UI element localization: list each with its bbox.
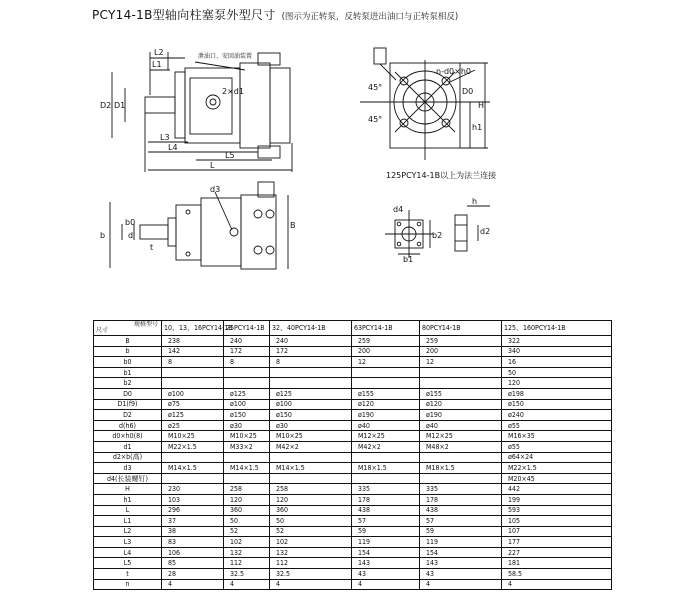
value-cell: 37 — [162, 516, 224, 527]
table-row — [94, 494, 612, 505]
model-header: 80PCY14-1B — [420, 321, 502, 336]
param-cell: L4 — [94, 547, 162, 558]
value-cell: 200 — [352, 346, 420, 357]
value-cell: 154 — [420, 547, 502, 558]
front-view — [360, 48, 490, 160]
value-cell — [420, 473, 502, 484]
svg-text:H: H — [478, 101, 485, 110]
value-cell: 172 — [224, 346, 270, 357]
value-cell — [162, 473, 224, 484]
value-cell: M12×25 — [352, 431, 420, 442]
value-cell: 52 — [270, 526, 352, 537]
value-cell: 83 — [162, 537, 224, 548]
value-cell: 178 — [352, 494, 420, 505]
value-cell: ø40 — [352, 420, 420, 431]
value-cell: M10×25 — [224, 431, 270, 442]
value-cell: ø75 — [162, 399, 224, 410]
value-cell: 4 — [502, 579, 612, 590]
svg-text:125PCY14-1B以上为法兰连接: 125PCY14-1B以上为法兰连接 — [386, 171, 497, 180]
value-cell: ø190 — [420, 410, 502, 421]
value-cell: 103 — [162, 494, 224, 505]
svg-text:泄油口、安回油装置: 泄油口、安回油装置 — [198, 53, 253, 60]
svg-text:L4: L4 — [168, 143, 178, 152]
param-cell: d4(长装螺钉) — [94, 473, 162, 484]
svg-text:b1: b1 — [403, 255, 414, 264]
value-cell: 4 — [352, 579, 420, 590]
value-cell — [352, 367, 420, 378]
value-cell: 335 — [352, 484, 420, 495]
table-row — [94, 547, 612, 558]
table-row — [94, 452, 612, 463]
param-cell: H — [94, 484, 162, 495]
value-cell: 102 — [270, 537, 352, 548]
table-row — [94, 431, 612, 442]
value-cell: M33×2 — [224, 441, 270, 452]
value-cell: 16 — [502, 357, 612, 368]
param-cell: L — [94, 505, 162, 516]
table-row — [94, 516, 612, 527]
svg-text:d2: d2 — [480, 227, 491, 236]
param-cell: L3 — [94, 537, 162, 548]
value-cell: 59 — [420, 526, 502, 537]
value-cell: ø30 — [270, 420, 352, 431]
param-cell: n — [94, 579, 162, 590]
value-cell — [224, 367, 270, 378]
param-cell: d2×b(高) — [94, 452, 162, 463]
table-header-row — [94, 321, 612, 336]
value-cell — [270, 473, 352, 484]
value-cell: 240 — [224, 336, 270, 347]
param-cell: D2 — [94, 410, 162, 421]
value-cell: 32.5 — [224, 569, 270, 580]
svg-text:d4: d4 — [393, 205, 404, 214]
value-cell: M14×1.5 — [224, 463, 270, 474]
value-cell: M42×2 — [270, 441, 352, 452]
value-cell: M10×25 — [162, 431, 224, 442]
value-cell — [352, 452, 420, 463]
value-cell — [224, 452, 270, 463]
value-cell: ø155 — [352, 388, 420, 399]
svg-text:d3: d3 — [210, 185, 221, 194]
value-cell: 142 — [162, 346, 224, 357]
value-cell: 340 — [502, 346, 612, 357]
param-cell: b2 — [94, 378, 162, 389]
value-cell: 177 — [502, 537, 612, 548]
svg-text:h1: h1 — [472, 123, 483, 132]
value-cell: 8 — [270, 357, 352, 368]
table-row — [94, 484, 612, 495]
param-cell: d(h6) — [94, 420, 162, 431]
value-cell: 259 — [420, 336, 502, 347]
value-cell: 120 — [502, 378, 612, 389]
corner-top-label: 规格型号 — [133, 321, 158, 328]
value-cell: 438 — [352, 505, 420, 516]
svg-text:n-d0×h0: n-d0×h0 — [436, 67, 471, 76]
table-row — [94, 463, 612, 474]
value-cell: 57 — [352, 516, 420, 527]
value-cell: 296 — [162, 505, 224, 516]
value-cell: ø150 — [270, 410, 352, 421]
value-cell: 322 — [502, 336, 612, 347]
value-cell: ø100 — [270, 399, 352, 410]
value-cell: 259 — [352, 336, 420, 347]
table-row — [94, 410, 612, 421]
value-cell: 360 — [224, 505, 270, 516]
svg-text:45°: 45° — [368, 83, 383, 92]
table-row — [94, 346, 612, 357]
title-main: PCY14-1B型轴向柱塞泵外型尺寸 — [92, 8, 276, 22]
value-cell: ø120 — [352, 399, 420, 410]
value-cell: 43 — [420, 569, 502, 580]
value-cell: ø150 — [502, 399, 612, 410]
value-cell: 132 — [224, 547, 270, 558]
svg-text:D0: D0 — [462, 87, 474, 96]
value-cell: 38 — [162, 526, 224, 537]
value-cell: 50 — [502, 367, 612, 378]
value-cell: ø240 — [502, 410, 612, 421]
table-row — [94, 420, 612, 431]
value-cell: M18×1.5 — [352, 463, 420, 474]
value-cell: M42×2 — [352, 441, 420, 452]
param-cell: h1 — [94, 494, 162, 505]
table-row — [94, 579, 612, 590]
value-cell: 335 — [420, 484, 502, 495]
value-cell: 200 — [420, 346, 502, 357]
value-cell: 438 — [420, 505, 502, 516]
value-cell: 119 — [420, 537, 502, 548]
value-cell: M12×25 — [420, 431, 502, 442]
value-cell: 50 — [270, 516, 352, 527]
table-row — [94, 558, 612, 569]
value-cell: M10×25 — [270, 431, 352, 442]
value-cell: M22×1.5 — [162, 441, 224, 452]
value-cell: 240 — [270, 336, 352, 347]
value-cell: 107 — [502, 526, 612, 537]
value-cell — [420, 367, 502, 378]
corner-bottom-label: 尺寸 — [96, 327, 109, 334]
value-cell — [162, 367, 224, 378]
value-cell — [224, 378, 270, 389]
value-cell: 106 — [162, 547, 224, 558]
value-cell: 50 — [224, 516, 270, 527]
value-cell: ø155 — [420, 388, 502, 399]
value-cell: M48×2 — [420, 441, 502, 452]
param-cell: d1 — [94, 441, 162, 452]
table-body — [94, 336, 612, 590]
svg-text:2×d1: 2×d1 — [222, 87, 244, 96]
value-cell: 4 — [270, 579, 352, 590]
value-cell: 199 — [502, 494, 612, 505]
svg-text:d: d — [128, 231, 134, 240]
value-cell: ø64×24 — [502, 452, 612, 463]
value-cell: 58.5 — [502, 569, 612, 580]
param-cell: L2 — [94, 526, 162, 537]
drawing-labels — [100, 48, 496, 264]
table-row — [94, 399, 612, 410]
value-cell: ø125 — [270, 388, 352, 399]
table-row — [94, 441, 612, 452]
table-row — [94, 473, 612, 484]
param-cell: L5 — [94, 558, 162, 569]
param-cell: b1 — [94, 367, 162, 378]
value-cell: 12 — [352, 357, 420, 368]
value-cell: ø40 — [420, 420, 502, 431]
value-cell: 28 — [162, 569, 224, 580]
value-cell: 120 — [224, 494, 270, 505]
model-header: 125、160PCY14-1B — [502, 321, 612, 336]
svg-text:L2: L2 — [154, 48, 164, 57]
value-cell: 12 — [420, 357, 502, 368]
value-cell: ø30 — [224, 420, 270, 431]
value-cell: 112 — [270, 558, 352, 569]
value-cell: M16×35 — [502, 431, 612, 442]
value-cell: ø120 — [420, 399, 502, 410]
value-cell: ø190 — [352, 410, 420, 421]
value-cell: ø25 — [162, 420, 224, 431]
value-cell: 32.5 — [270, 569, 352, 580]
value-cell: M14×1.5 — [162, 463, 224, 474]
value-cell: 4 — [224, 579, 270, 590]
value-cell: ø100 — [224, 399, 270, 410]
value-cell: ø125 — [162, 410, 224, 421]
value-cell: 258 — [224, 484, 270, 495]
value-cell: ø198 — [502, 388, 612, 399]
param-cell: B — [94, 336, 162, 347]
svg-text:b0: b0 — [125, 218, 136, 227]
side-view — [112, 52, 292, 172]
value-cell: ø55 — [502, 441, 612, 452]
value-cell — [352, 473, 420, 484]
table-row — [94, 378, 612, 389]
value-cell: 4 — [162, 579, 224, 590]
param-cell: t — [94, 569, 162, 580]
table-row — [94, 505, 612, 516]
value-cell: M20×45 — [502, 473, 612, 484]
svg-text:b: b — [100, 231, 106, 240]
value-cell — [224, 473, 270, 484]
value-cell: 132 — [270, 547, 352, 558]
table-row — [94, 537, 612, 548]
value-cell: 59 — [352, 526, 420, 537]
table-row — [94, 336, 612, 347]
table-row — [94, 367, 612, 378]
param-cell: D0 — [94, 388, 162, 399]
value-cell: ø125 — [224, 388, 270, 399]
svg-text:L5: L5 — [225, 151, 235, 160]
table-row — [94, 569, 612, 580]
value-cell: 143 — [420, 558, 502, 569]
param-cell: L1 — [94, 516, 162, 527]
value-cell — [162, 378, 224, 389]
value-cell: 57 — [420, 516, 502, 527]
value-cell — [270, 378, 352, 389]
value-cell: 4 — [420, 579, 502, 590]
svg-text:t: t — [150, 243, 154, 252]
svg-text:D2: D2 — [100, 101, 112, 110]
value-cell: 178 — [420, 494, 502, 505]
value-cell: 8 — [162, 357, 224, 368]
svg-text:L1: L1 — [152, 60, 162, 69]
value-cell: 593 — [502, 505, 612, 516]
param-cell: d0×h0(8) — [94, 431, 162, 442]
param-cell: b0 — [94, 357, 162, 368]
model-header: 10、13、16PCY14-1B — [162, 321, 224, 336]
model-header: 63PCY14-1B — [352, 321, 420, 336]
value-cell: 143 — [352, 558, 420, 569]
value-cell: M18×1.5 — [420, 463, 502, 474]
param-cell: d3 — [94, 463, 162, 474]
model-header: 32、40PCY14-1B — [270, 321, 352, 336]
table-row — [94, 388, 612, 399]
value-cell: 52 — [224, 526, 270, 537]
value-cell: 227 — [502, 547, 612, 558]
value-cell: 181 — [502, 558, 612, 569]
value-cell — [420, 378, 502, 389]
value-cell: 230 — [162, 484, 224, 495]
value-cell: 154 — [352, 547, 420, 558]
value-cell: 238 — [162, 336, 224, 347]
svg-text:45°: 45° — [368, 115, 383, 124]
value-cell: ø100 — [162, 388, 224, 399]
value-cell — [352, 378, 420, 389]
svg-text:D1: D1 — [114, 101, 126, 110]
value-cell: 172 — [270, 346, 352, 357]
value-cell: ø150 — [224, 410, 270, 421]
value-cell: 102 — [224, 537, 270, 548]
value-cell: 85 — [162, 558, 224, 569]
value-cell: 119 — [352, 537, 420, 548]
value-cell: M22×1.5 — [502, 463, 612, 474]
value-cell: M14×1.5 — [270, 463, 352, 474]
value-cell: 43 — [352, 569, 420, 580]
value-cell: 105 — [502, 516, 612, 527]
value-cell: 112 — [224, 558, 270, 569]
value-cell — [420, 452, 502, 463]
value-cell: 8 — [224, 357, 270, 368]
table-corner-cell — [94, 321, 162, 336]
model-header: 25PCY14-1B — [224, 321, 270, 336]
title-note: (图示为正转泵，反转泵进出油口与正转泵相反) — [281, 12, 459, 22]
svg-text:L: L — [210, 161, 215, 170]
plan-view — [110, 182, 288, 269]
svg-text:B: B — [290, 221, 296, 230]
param-cell: b — [94, 346, 162, 357]
table-row — [94, 526, 612, 537]
value-cell — [270, 367, 352, 378]
param-cell: D1(f9) — [94, 399, 162, 410]
value-cell: 360 — [270, 505, 352, 516]
svg-text:b2: b2 — [432, 231, 443, 240]
dimension-table — [93, 320, 612, 590]
table-row — [94, 357, 612, 368]
value-cell — [270, 452, 352, 463]
svg-text:h: h — [472, 197, 478, 206]
value-cell: 442 — [502, 484, 612, 495]
value-cell: 120 — [270, 494, 352, 505]
value-cell: ø55 — [502, 420, 612, 431]
value-cell — [162, 452, 224, 463]
svg-text:L3: L3 — [160, 133, 170, 142]
value-cell: 258 — [270, 484, 352, 495]
